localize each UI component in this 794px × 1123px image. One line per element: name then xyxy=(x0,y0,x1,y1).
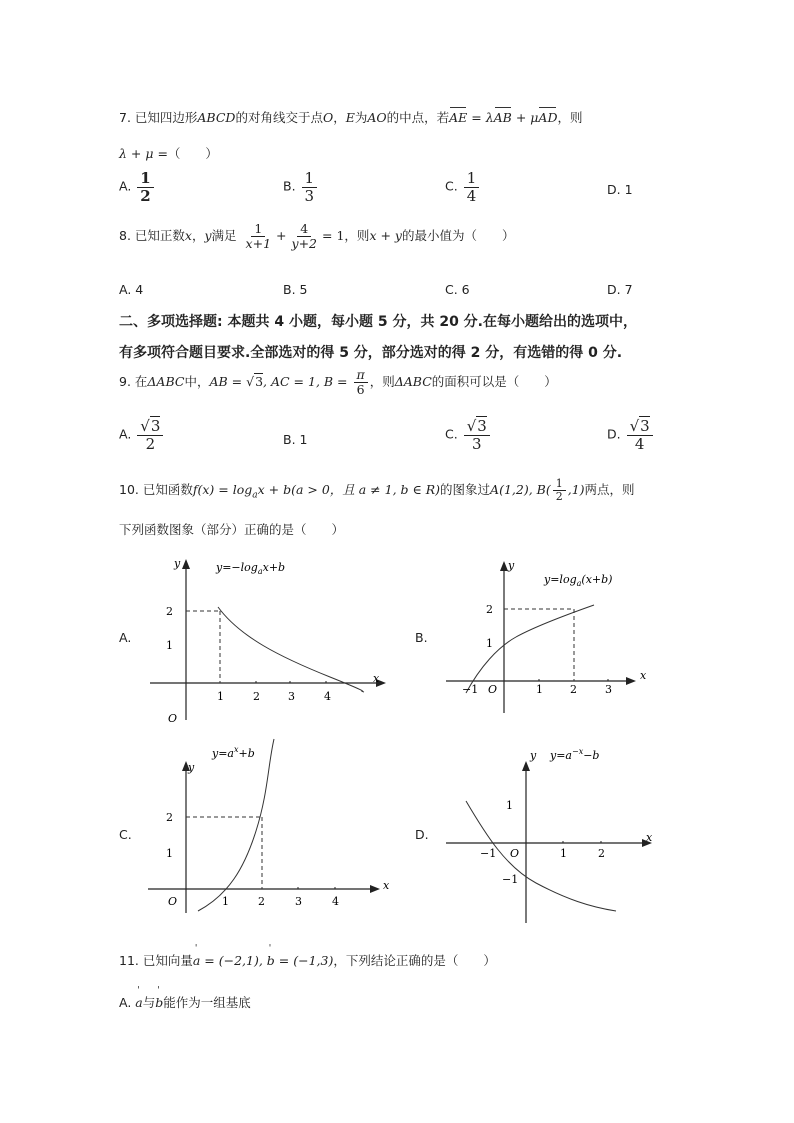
svg-text:2: 2 xyxy=(166,605,173,618)
vector-a: ' a xyxy=(193,953,200,968)
q8-option-a: A. 4 xyxy=(119,282,144,297)
vector-ab: AB xyxy=(493,110,512,125)
q11-stem: 11. 已知向量' a = (−2,1), ' b = (−1,3)，下列结论正确的是（ ） xyxy=(119,951,496,969)
fraction: $\frac{√3}{2}$ xyxy=(137,418,163,452)
svg-text:1: 1 xyxy=(486,637,493,650)
origin-label: O xyxy=(488,683,498,696)
fraction: $\frac{\pi}{6}$ xyxy=(354,368,368,397)
svg-text:2: 2 xyxy=(598,847,605,860)
fraction: $\frac{1}{3}$ xyxy=(302,170,318,204)
origin-label: O xyxy=(510,847,520,860)
axis-x-label: x xyxy=(640,669,647,682)
q7-stem: 7. 已知四边形ABCD的对角线交于点O，E为AO的中点，若AE = λAB + μAD，则 xyxy=(119,110,583,125)
q9-option-b: B. 1 xyxy=(283,432,308,447)
svg-text:2: 2 xyxy=(166,811,173,824)
graph-d xyxy=(440,735,670,925)
fraction: $\frac{1}{2}$ xyxy=(553,478,566,503)
svg-text:y=a−x−b: $y=a^{-x}-b$ xyxy=(550,747,600,762)
origin-label: O xyxy=(168,895,178,908)
svg-text:1: 1 xyxy=(217,690,224,703)
svg-text:3: 3 xyxy=(605,683,612,696)
fraction: $\frac{√3}{3}$ xyxy=(464,418,490,452)
svg-text:2: 2 xyxy=(253,690,260,703)
svg-text:1: 1 xyxy=(560,847,567,860)
svg-text:−1: −1 xyxy=(480,847,497,860)
q9-option-a: A. $\frac{√3}{2}$ xyxy=(119,418,165,452)
fraction: $\frac{4}{y+2}$ xyxy=(291,221,318,251)
vector-ae: AE xyxy=(449,110,468,125)
graph-b-label: B. xyxy=(415,630,428,645)
svg-text:1: 1 xyxy=(166,847,173,860)
q9-stem: 9. 在ΔABC中，AB = √3, AC = 1, B = $\frac{\pi}{6}$ ，则ΔABC的面积可以是（ ） xyxy=(119,367,557,397)
graph-a xyxy=(140,555,390,725)
axis-y-label: y xyxy=(530,749,537,762)
q10-stem: 10. 已知函数$f(x) = \log_ax + b(a > 0$，且 a ≠ 1, b ∈ R)的图象过A(1,2), B( $\frac{1}{2}$ ,1)两点，则 xyxy=(119,477,635,504)
q7-line2: λ + μ =（ ） xyxy=(119,146,218,161)
graph-c-label: C. xyxy=(119,827,132,842)
graph-a-label: A. xyxy=(119,630,132,645)
axis-x-label: x xyxy=(373,672,380,685)
section-heading: 二、多项选择题: 本题共 4 小题，每小题 5 分，共 20 分.在每小题给出的选项中， xyxy=(119,314,637,330)
origin-label: O xyxy=(168,712,178,725)
svg-text:3: 3 xyxy=(288,690,295,703)
svg-text:y=loga(x+b): $y=\log_a(x+b)$ xyxy=(544,573,613,588)
axis-y-label: y xyxy=(508,559,515,572)
svg-text:1: 1 xyxy=(222,895,229,908)
svg-text:4: 4 xyxy=(324,690,331,703)
svg-text:2: 2 xyxy=(570,683,577,696)
graph-d-label: D. xyxy=(415,827,429,842)
fraction: $\frac{√3}{4}$ xyxy=(627,418,653,452)
axis-x-label: x xyxy=(646,831,653,844)
svg-text:3: 3 xyxy=(295,895,302,908)
svg-text:y=−logax+b: $y=-\log_ax+b$ xyxy=(216,561,286,576)
q8-option-d: D. 7 xyxy=(607,282,633,297)
fraction: $\frac{1}{4}$ xyxy=(464,170,480,204)
svg-text:4: 4 xyxy=(332,895,339,908)
q7-option-d: D. 1 xyxy=(607,182,633,197)
axis-x-label: x xyxy=(383,879,390,892)
svg-text:y=ax+b: $y=a^x+b$ xyxy=(212,745,255,760)
q9-option-c: C. $\frac{√3}{3}$ xyxy=(445,418,492,452)
axis-y-label: y xyxy=(174,557,181,570)
q7-option-b: B. $\frac{1}{3}$ xyxy=(283,170,319,204)
vector-ad: AD xyxy=(538,110,558,125)
q9-option-d: D. $\frac{√3}{4}$ xyxy=(607,418,655,452)
q8-stem: 8. 已知正数x，y满足 $\frac{1}{x+1}$ + $\frac{4}{y+2}$ = 1，则x + y的最小值为（ ） xyxy=(119,221,515,251)
svg-text:1: 1 xyxy=(506,799,513,812)
fraction: $\frac{1}{2}$ xyxy=(137,170,153,204)
svg-text:1: 1 xyxy=(166,639,173,652)
svg-text:2: 2 xyxy=(486,603,493,616)
fraction: $\frac{1}{x+1}$ xyxy=(245,221,272,251)
svg-text:−1: −1 xyxy=(462,683,479,696)
q7-option-a: A. $\frac{1}{2}$ xyxy=(119,170,156,204)
vector-b: ' b xyxy=(267,953,275,968)
q11-option-a: A. ' a与' b能作为一组基底 xyxy=(119,993,251,1011)
q8-option-c: C. 6 xyxy=(445,282,470,297)
q7-option-c: C. $\frac{1}{4}$ xyxy=(445,170,481,204)
section-heading-line2: 有多项符合题目要求.全部选对的得 5 分，部分选对的得 2 分，有选错的得 0 分. xyxy=(119,345,623,361)
svg-text:1: 1 xyxy=(536,683,543,696)
svg-text:2: 2 xyxy=(258,895,265,908)
q10-line2: 下列函数图象（部分）正确的是（ ） xyxy=(119,522,345,537)
graph-b xyxy=(440,555,670,725)
graph-c xyxy=(140,735,390,915)
svg-text:−1: −1 xyxy=(502,873,519,886)
q8-option-b: B. 5 xyxy=(283,282,308,297)
axis-y-label: y xyxy=(188,761,195,774)
